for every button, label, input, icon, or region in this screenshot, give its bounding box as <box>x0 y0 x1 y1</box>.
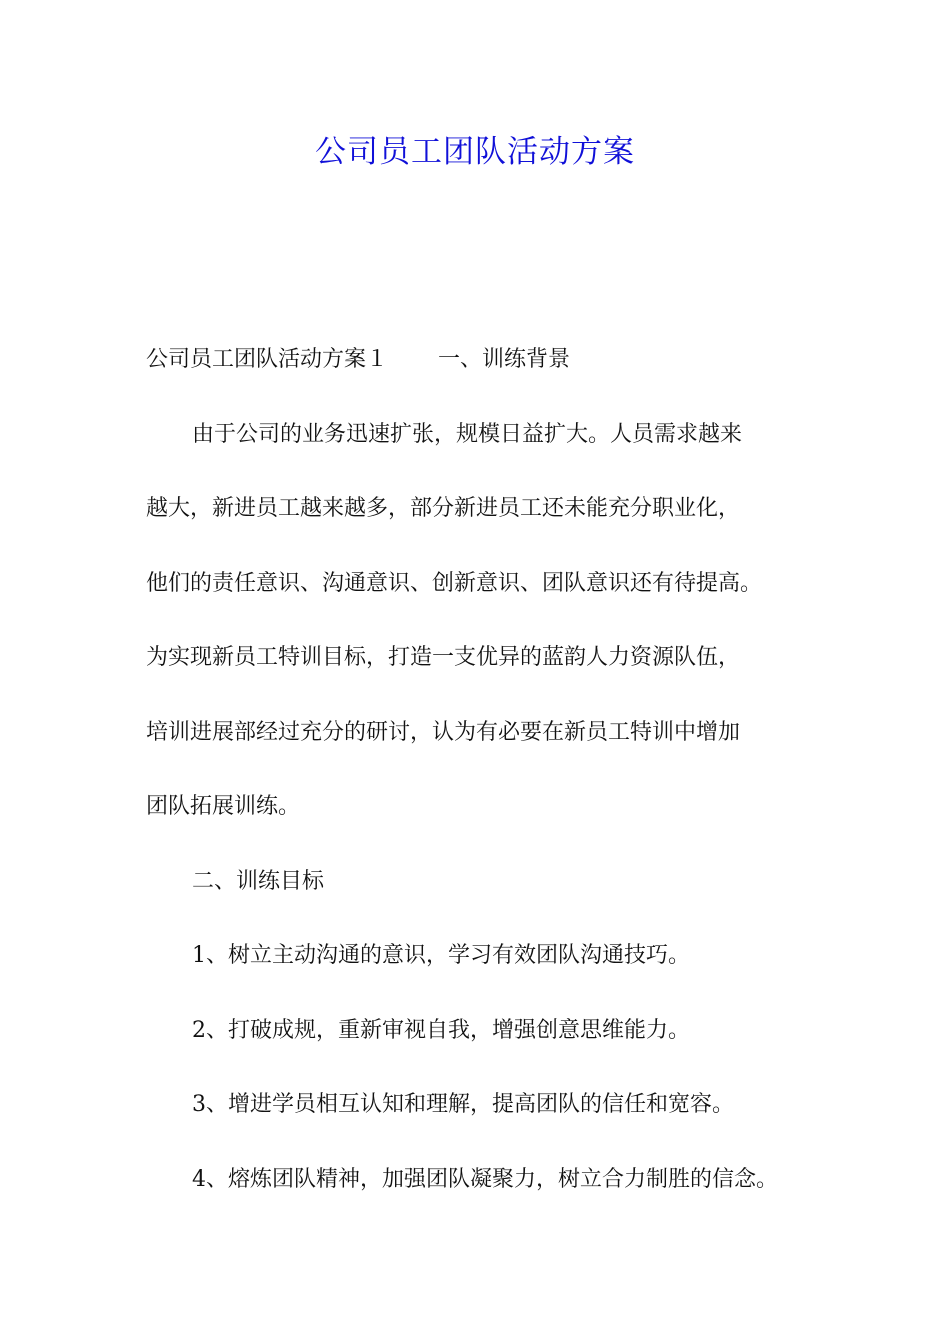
paragraph-line: 越大，新进员工越来越多，部分新进员工还未能充分职业化， <box>146 496 741 521</box>
section-heading-background: 一、训练背景 <box>438 347 571 372</box>
document-body <box>146 333 816 1227</box>
section-heading-plan: 公司员工团队活动方案１ <box>146 347 389 372</box>
document-title: 公司员工团队活动方案 <box>315 134 635 170</box>
paragraph-line: 为实现新员工特训目标，打造一支优异的蓝韵人力资源队伍， <box>146 645 741 670</box>
list-item: 2、打破成规，重新审视自我，增强创意思维能力。 <box>192 1017 690 1043</box>
list-item: 4、熔炼团队精神，加强团队凝聚力，树立合力制胜的信念。 <box>192 1166 778 1192</box>
paragraph-line: 由于公司的业务迅速扩张，规模日益扩大。人员需求越来 <box>192 421 743 447</box>
paragraph-line: 培训进展部经过充分的研讨，认为有必要在新员工特训中增加 <box>146 719 741 745</box>
paragraph-line: 团队拓展训练。 <box>146 794 301 819</box>
list-item: 3、增进学员相互认知和理解，提高团队的信任和宽容。 <box>192 1092 734 1117</box>
paragraph-line: 他们的责任意识、沟通意识、创新意识、团队意识还有待提高。 <box>146 570 763 596</box>
list-item: 1、树立主动沟通的意识，学习有效团队沟通技巧。 <box>192 943 690 968</box>
section-heading-goals: 二、训练目标 <box>192 868 325 894</box>
paragraph-line <box>146 333 816 408</box>
